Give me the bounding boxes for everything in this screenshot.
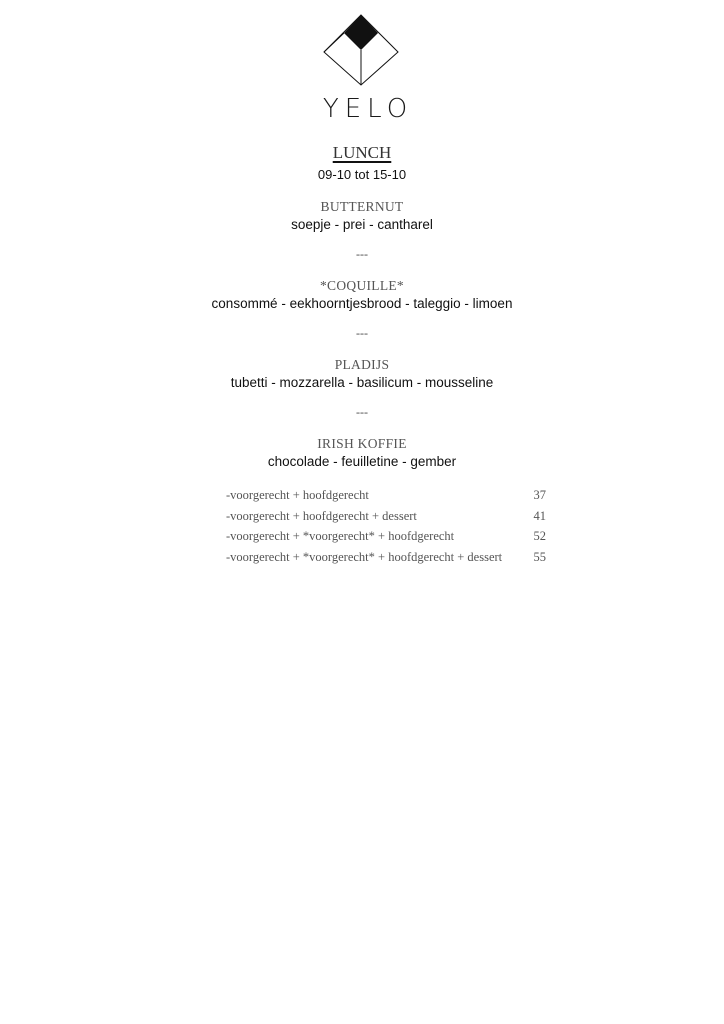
price-row <box>226 507 546 528</box>
price-amount: 41 <box>533 508 546 523</box>
course-name: *COQUILLE* <box>320 278 404 293</box>
price-amount: 52 <box>533 529 546 544</box>
course-description: tubetti - mozzarella - basilicum - mousseline <box>230 375 494 390</box>
course-description: soepje - prei - cantharel <box>291 217 433 232</box>
course-description: chocolade - feuilletine - gember <box>267 454 457 469</box>
course-separator: --- <box>356 405 368 419</box>
course-separator: --- <box>356 326 368 340</box>
menu-title-text: LUNCH <box>332 143 392 162</box>
course-name: BUTTERNUT <box>320 199 404 214</box>
price-amount: 37 <box>533 488 546 502</box>
price-option: -voorgerecht + *voorgerecht* + hoofdgerecht <box>226 529 455 544</box>
course-separator: --- <box>356 247 368 261</box>
menu-dates: 09-10 tot 15-10 <box>317 167 407 182</box>
course-name: PLADIJS <box>334 357 390 372</box>
price-row <box>226 486 546 507</box>
price-row <box>226 527 546 548</box>
price-option: -voorgerecht + hoofdgerecht + dessert <box>226 508 417 523</box>
price-option: -voorgerecht + *voorgerecht* + hoofdgerecht + dessert <box>226 550 503 565</box>
price-option: -voorgerecht + hoofdgerecht <box>226 488 369 502</box>
price-list <box>226 486 546 569</box>
course-description: consommé - eekhoorntjesbrood - taleggio - limoen <box>211 296 513 311</box>
price-amount: 55 <box>533 550 546 565</box>
price-row <box>226 548 546 569</box>
yelo-logo-icon <box>322 14 400 86</box>
menu-title <box>0 143 724 163</box>
course-name: IRISH KOFFIE <box>317 436 407 451</box>
brand-name: YELO <box>322 94 414 124</box>
